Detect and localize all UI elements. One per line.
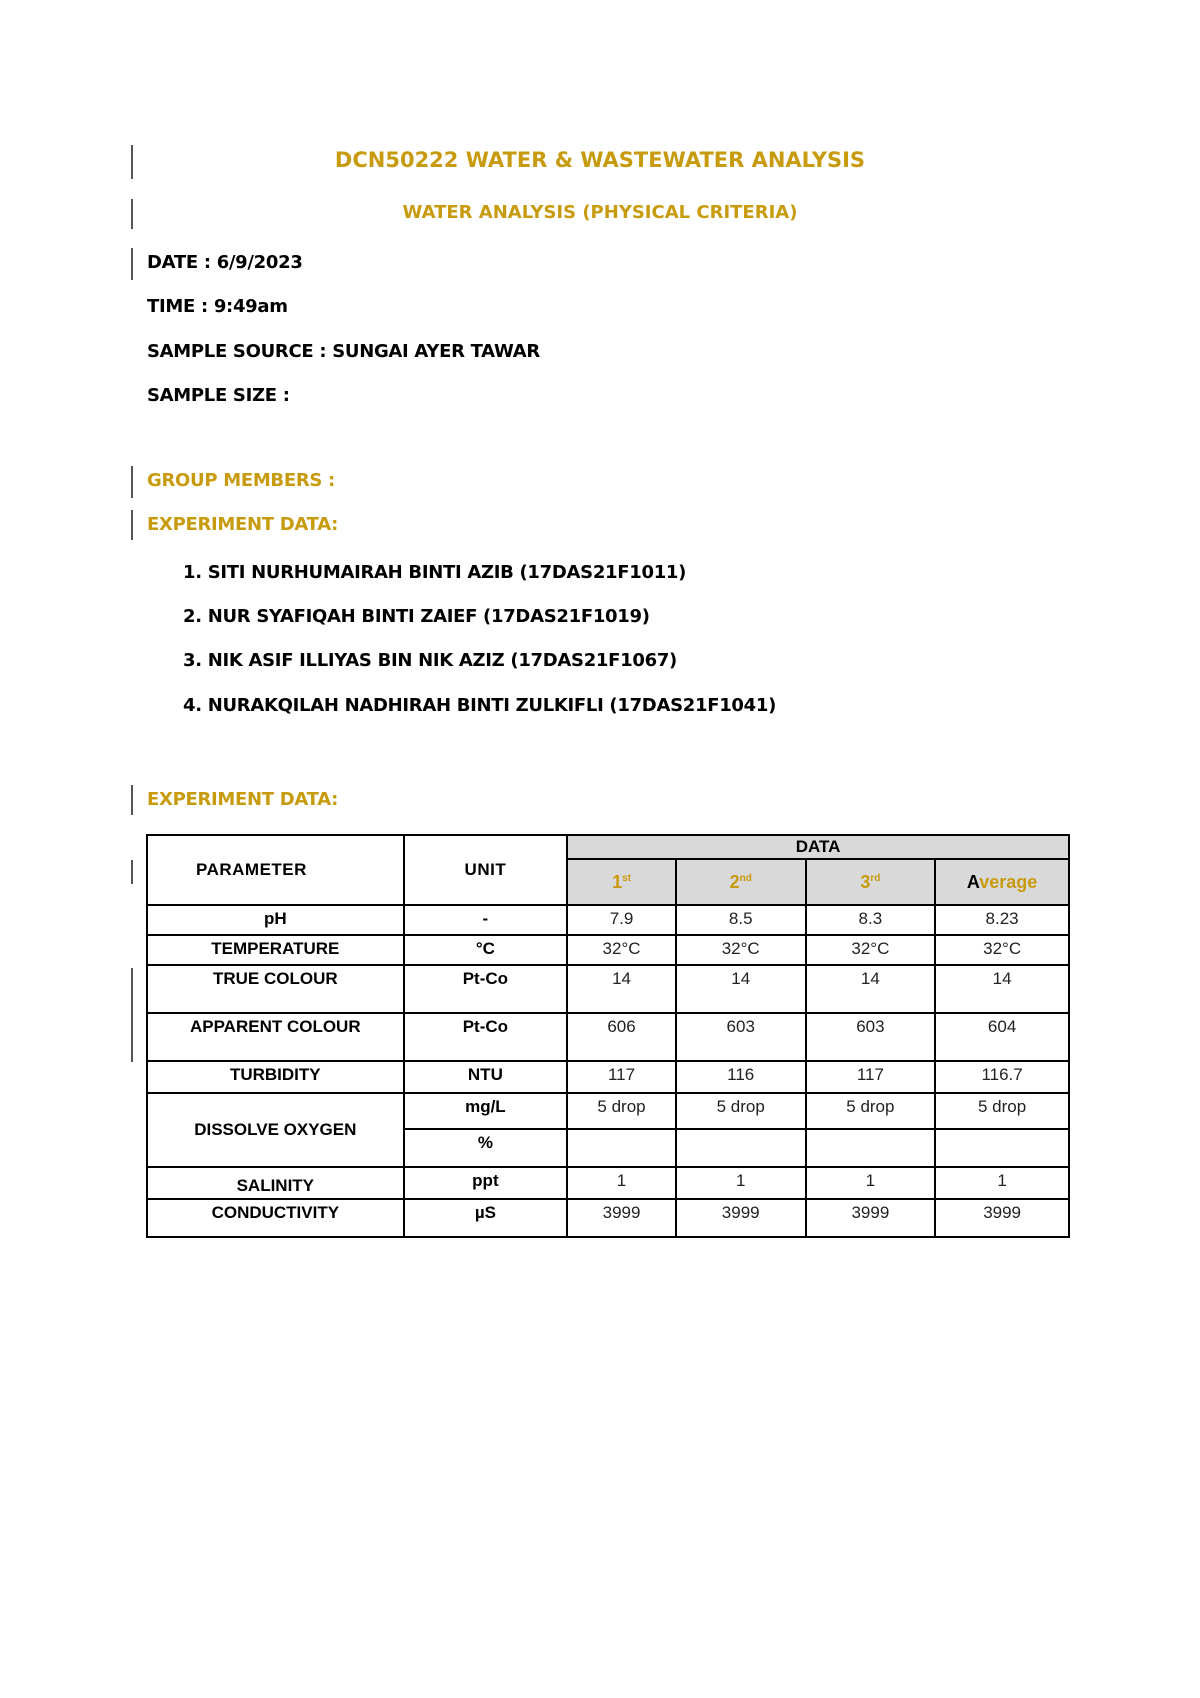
value-cell: 32°C	[806, 935, 936, 965]
param-cell: TURBIDITY	[147, 1061, 404, 1093]
unit-cell: -	[404, 905, 568, 935]
unit-cell: Pt-Co	[404, 1013, 568, 1061]
sample-source-line: SAMPLE SOURCE : SUNGAI AYER TAWAR	[147, 341, 540, 362]
header-unit: UNIT	[404, 835, 568, 905]
param-cell: TRUE COLOUR	[147, 965, 404, 1013]
value-cell: 603	[806, 1013, 936, 1061]
value-cell: 14	[676, 965, 806, 1013]
value-cell: 1	[567, 1167, 676, 1199]
revision-bar	[131, 785, 133, 815]
time-line: TIME : 9:49am	[147, 296, 288, 317]
value-cell: 1	[676, 1167, 806, 1199]
value-cell: 7.9	[567, 905, 676, 935]
param-cell: CONDUCTIVITY	[147, 1199, 404, 1237]
table-row	[147, 1199, 1069, 1237]
revision-bar	[131, 968, 133, 1062]
member-item: 4. NURAKQILAH NADHIRAH BINTI ZULKIFLI (17DAS21F1041)	[183, 695, 777, 716]
header-run-2: 2nd	[676, 859, 806, 905]
revision-bar	[131, 860, 133, 884]
table-row	[147, 1167, 1069, 1199]
value-cell: 8.3	[806, 905, 936, 935]
group-members-heading: GROUP MEMBERS :	[147, 470, 335, 491]
header-data: DATA	[567, 835, 1069, 859]
table-header-row	[147, 835, 1069, 859]
header-run-1: 1st	[567, 859, 676, 905]
value-cell: 3999	[806, 1199, 936, 1237]
value-cell: 14	[935, 965, 1069, 1013]
param-cell: DISSOLVE OXYGEN	[147, 1093, 404, 1167]
value-cell	[935, 1129, 1069, 1167]
table-row	[147, 905, 1069, 935]
value-cell: 3999	[676, 1199, 806, 1237]
value-cell: 604	[935, 1013, 1069, 1061]
unit-cell: Pt-Co	[404, 965, 568, 1013]
value-cell: 8.5	[676, 905, 806, 935]
table-row	[147, 965, 1069, 1013]
member-item: 2. NUR SYAFIQAH BINTI ZAIEF (17DAS21F1019)	[183, 606, 650, 627]
page-subtitle: WATER ANALYSIS (PHYSICAL CRITERIA)	[402, 202, 798, 223]
date-line	[147, 252, 303, 273]
date-label: DATE :	[147, 252, 217, 273]
value-cell: 116.7	[935, 1061, 1069, 1093]
value-cell: 117	[806, 1061, 936, 1093]
value-cell: 1	[806, 1167, 936, 1199]
value-cell: 3999	[935, 1199, 1069, 1237]
value-cell	[676, 1129, 806, 1167]
revision-bar	[131, 466, 133, 498]
value-cell: 5 drop	[935, 1093, 1069, 1129]
experiment-data-table	[146, 834, 1070, 1238]
course-title: DCN50222 WATER & WASTEWATER ANALYSIS	[334, 148, 866, 172]
param-cell: SALINITY	[147, 1167, 404, 1199]
param-cell: pH	[147, 905, 404, 935]
unit-cell: %	[404, 1129, 568, 1167]
experiment-data-heading: EXPERIMENT DATA:	[147, 789, 339, 810]
unit-cell: °C	[404, 935, 568, 965]
unit-cell: ppt	[404, 1167, 568, 1199]
member-item: 1. SITI NURHUMAIRAH BINTI AZIB (17DAS21F1011)	[183, 562, 687, 583]
unit-cell: µS	[404, 1199, 568, 1237]
table-row	[147, 1013, 1069, 1061]
revision-bar	[131, 248, 133, 280]
param-cell: TEMPERATURE	[147, 935, 404, 965]
value-cell: 117	[567, 1061, 676, 1093]
revision-bar	[131, 510, 133, 540]
table-row	[147, 935, 1069, 965]
value-cell: 14	[567, 965, 676, 1013]
value-cell: 5 drop	[676, 1093, 806, 1129]
value-cell: 116	[676, 1061, 806, 1093]
unit-cell: mg/L	[404, 1093, 568, 1129]
date-value: 6/9/2023	[216, 252, 303, 273]
value-cell: 1	[935, 1167, 1069, 1199]
value-cell: 5 drop	[806, 1093, 936, 1129]
header-parameter: PARAMETER	[147, 835, 404, 905]
value-cell	[567, 1129, 676, 1167]
param-cell: APPARENT COLOUR	[147, 1013, 404, 1061]
value-cell: 32°C	[567, 935, 676, 965]
value-cell: 603	[676, 1013, 806, 1061]
experiment-data-heading: EXPERIMENT DATA:	[147, 514, 339, 535]
value-cell: 32°C	[935, 935, 1069, 965]
member-item: 3. NIK ASIF ILLIYAS BIN NIK AZIZ (17DAS21F1067)	[183, 650, 677, 671]
table-row	[147, 1093, 1069, 1129]
header-average: Average	[935, 859, 1069, 905]
table-row	[147, 1061, 1069, 1093]
value-cell	[806, 1129, 936, 1167]
header-run-3: 3rd	[806, 859, 936, 905]
unit-cell: NTU	[404, 1061, 568, 1093]
value-cell: 5 drop	[567, 1093, 676, 1129]
sample-size-line: SAMPLE SIZE :	[147, 385, 290, 406]
value-cell: 14	[806, 965, 936, 1013]
value-cell: 3999	[567, 1199, 676, 1237]
value-cell: 32°C	[676, 935, 806, 965]
value-cell: 606	[567, 1013, 676, 1061]
value-cell: 8.23	[935, 905, 1069, 935]
